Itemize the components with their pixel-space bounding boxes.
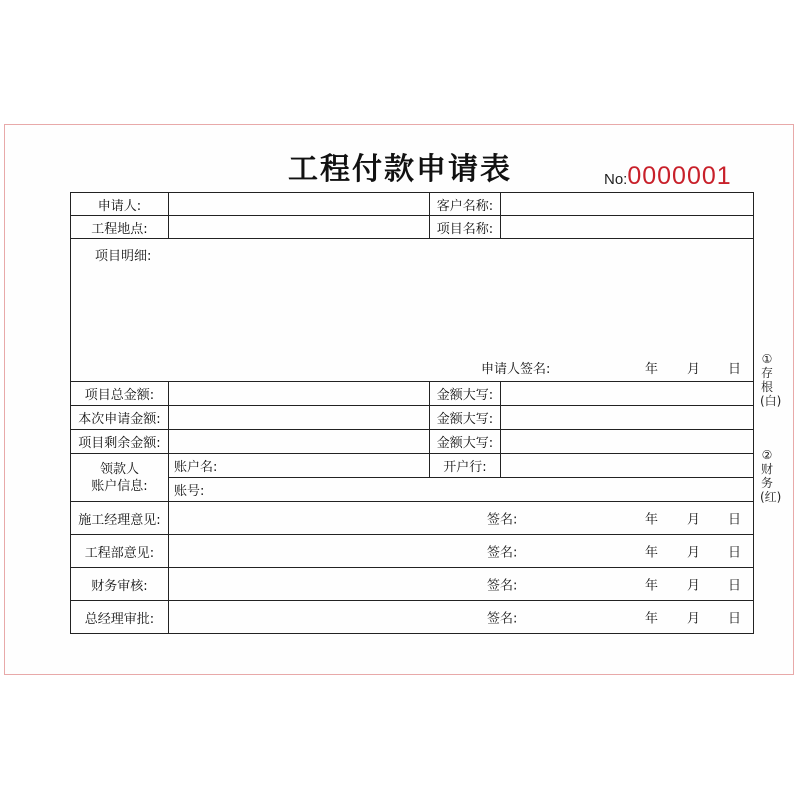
serial-number bbox=[604, 162, 732, 191]
applicant-signature-line bbox=[71, 358, 753, 377]
table-row bbox=[71, 406, 754, 430]
table-row bbox=[71, 478, 754, 502]
approval-label: 总经理审批: bbox=[71, 601, 169, 634]
project-name-field[interactable] bbox=[501, 216, 754, 239]
amount-in-words-label: 金额大写: bbox=[430, 430, 501, 454]
total-amount-label: 项目总金额: bbox=[71, 382, 169, 406]
account-no-label: 账号: bbox=[174, 484, 205, 499]
table-row bbox=[71, 239, 754, 382]
table-row bbox=[71, 193, 754, 216]
table-row bbox=[71, 535, 754, 568]
customer-name-label: 客户名称: bbox=[430, 193, 501, 216]
remaining-amount-field[interactable] bbox=[169, 430, 430, 454]
table-row bbox=[71, 601, 754, 634]
project-detail-label: 项目明细: bbox=[95, 249, 152, 264]
payee-account-label bbox=[71, 454, 169, 502]
sign-label: 签名: bbox=[487, 578, 518, 594]
year-label: 年 bbox=[645, 611, 659, 627]
table-row bbox=[71, 216, 754, 239]
day-label: 日 bbox=[728, 545, 742, 561]
total-amount-words-field[interactable] bbox=[501, 382, 754, 406]
table-row bbox=[71, 502, 754, 535]
day-label: 日 bbox=[728, 578, 742, 594]
table-row bbox=[71, 430, 754, 454]
sign-label: 签名: bbox=[487, 512, 518, 528]
table-row bbox=[71, 454, 754, 478]
year-label: 年 bbox=[645, 545, 659, 561]
year-label: 年 bbox=[645, 512, 659, 528]
account-name-label: 账户名: bbox=[174, 460, 218, 475]
applicant-label: 申请人: bbox=[71, 193, 169, 216]
serial-label: No: bbox=[604, 171, 628, 188]
account-no-field[interactable] bbox=[169, 478, 754, 502]
month-label: 月 bbox=[687, 512, 701, 528]
sign-label: 签名: bbox=[487, 545, 518, 561]
site-field[interactable] bbox=[169, 216, 430, 239]
approval-sign-field[interactable] bbox=[169, 535, 754, 568]
applicant-field[interactable] bbox=[169, 193, 430, 216]
approval-sign-field[interactable] bbox=[169, 502, 754, 535]
month-label: 月 bbox=[687, 611, 701, 627]
sign-label: 签名: bbox=[487, 611, 518, 627]
account-name-field[interactable] bbox=[169, 454, 430, 478]
copy-note-finance: ②财务(红) bbox=[760, 448, 782, 504]
amount-in-words-label: 金额大写: bbox=[430, 382, 501, 406]
applicant-signature-label: 申请人签名: bbox=[481, 362, 551, 377]
day-label: 日 bbox=[728, 611, 742, 627]
approval-label: 施工经理意见: bbox=[71, 502, 169, 535]
current-amount-field[interactable] bbox=[169, 406, 430, 430]
month-label: 月 bbox=[687, 362, 701, 377]
form-title: 工程付款申请表 bbox=[288, 152, 512, 187]
payment-request-table bbox=[70, 192, 754, 634]
customer-name-field[interactable] bbox=[501, 193, 754, 216]
project-name-label: 项目名称: bbox=[430, 216, 501, 239]
current-amount-label: 本次申请金额: bbox=[71, 406, 169, 430]
approval-sign-field[interactable] bbox=[169, 601, 754, 634]
site-label: 工程地点: bbox=[71, 216, 169, 239]
month-label: 月 bbox=[687, 545, 701, 561]
payee-label-line-1: 领款人 bbox=[99, 461, 139, 477]
year-label: 年 bbox=[645, 578, 659, 594]
year-label: 年 bbox=[645, 362, 659, 377]
project-detail-area[interactable] bbox=[71, 239, 754, 382]
table-row bbox=[71, 382, 754, 406]
month-label: 月 bbox=[687, 578, 701, 594]
remaining-amount-words-field[interactable] bbox=[501, 430, 754, 454]
total-amount-field[interactable] bbox=[169, 382, 430, 406]
amount-in-words-label: 金额大写: bbox=[430, 406, 501, 430]
payee-label-line-2: 账户信息: bbox=[91, 478, 148, 494]
day-label: 日 bbox=[728, 362, 742, 377]
approval-sign-field[interactable] bbox=[169, 568, 754, 601]
remaining-amount-label: 项目剩余金额: bbox=[71, 430, 169, 454]
day-label: 日 bbox=[728, 512, 742, 528]
current-amount-words-field[interactable] bbox=[501, 406, 754, 430]
copy-note-stub: ①存根(白) bbox=[760, 352, 782, 408]
approval-label: 财务审核: bbox=[71, 568, 169, 601]
bank-field[interactable] bbox=[501, 454, 754, 478]
table-row bbox=[71, 568, 754, 601]
approval-label: 工程部意见: bbox=[71, 535, 169, 568]
bank-label: 开户行: bbox=[430, 454, 501, 478]
serial-value: 0000001 bbox=[627, 162, 732, 190]
